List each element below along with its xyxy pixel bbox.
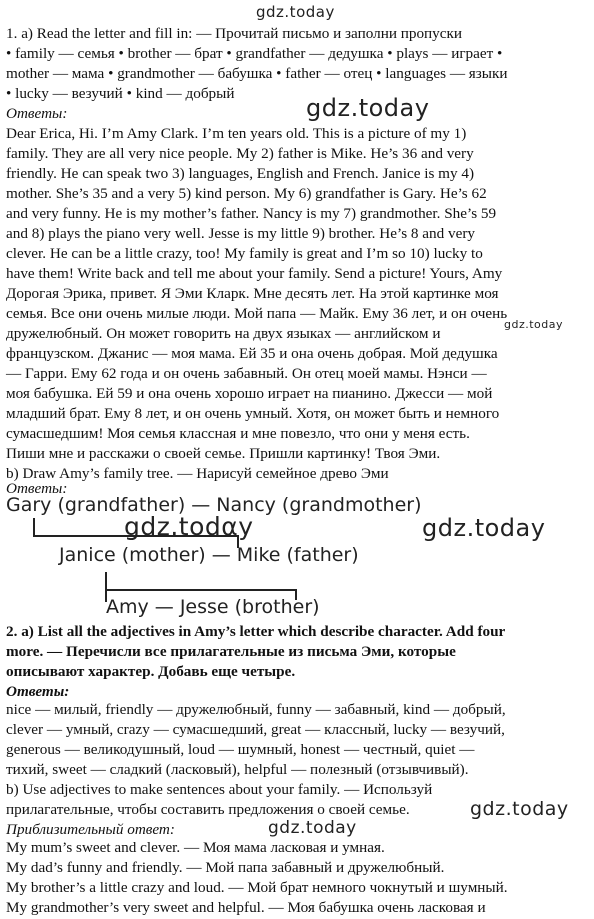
sentence-line: My mum’s sweet and clever. — Моя мама ласковая и умная. (6, 839, 385, 856)
vocab-line: • family — семья • brother — брат • grandfather — дедушка • plays — играет • (6, 45, 503, 62)
translation-line: Дорогая Эрика, привет. Я Эми Кларк. Мне десять лет. На этой картинке моя (6, 285, 499, 302)
letter-line: family. They are all very nice people. My 2) father is Mike. He’s 36 and very (6, 145, 474, 162)
watermark: gdz.today (268, 818, 357, 838)
letter-line: and very funny. He is my mother’s father. Nancy is my 7) grandmother. She’s 59 (6, 205, 497, 222)
tree-row-children: Amy — Jesse (brother) (106, 596, 320, 618)
letter-line: and 8) plays the piano very well. Jesse is my little 9) brother. He’s 8 and very (6, 225, 476, 242)
translation-line: — Гарри. Ему 62 года и он очень забавный. Он отец моей мамы. Нэнси — (6, 365, 487, 382)
sentence-line: My brother’s a little crazy and loud. — Мой брат немного чокнутый и шумный. (6, 879, 508, 896)
watermark: gdz.todαy (124, 512, 254, 541)
exercise-2a-heading: описывают характер. Добавь еще четыре. (6, 663, 296, 680)
translation-line: Пиши мне и расскажи о своей семье. Пришли картинку! Твоя Эми. (6, 445, 441, 462)
letter-line: Dear Erica, Hi. I’m Amy Clark. I’m ten years old. This is a picture of my 1) (6, 125, 467, 142)
sentence-line: My grandmother’s very sweet and helpful. — Моя бабушка очень ласковая и (6, 899, 486, 916)
translation-line: моя бабушка. Ей 59 и она очень хорошо играет на пианино. Джесси — мой (6, 385, 493, 402)
adjectives-line: clever — умный, crazy — сумасшедший, great — классный, lucky — везучий, (6, 721, 505, 738)
translation-line: французском. Джанис — моя мама. Ей 35 и она очень добрая. Мой дедушка (6, 345, 498, 362)
answers-label: Ответы: (6, 105, 68, 122)
watermark: gdz.today (504, 318, 564, 331)
translation-line: сумасшедшим! Моя семья классная и мне повезло, что они у меня есть. (6, 425, 470, 442)
watermark: gdz.today (470, 798, 569, 820)
translation-line: семья. Все они очень милые люди. Мой папа — Майк. Ему 36 лет, и он очень (6, 305, 508, 322)
letter-line: have them! Write back and tell me about your family. Send a picture! Yours, Amy (6, 265, 503, 282)
watermark: gdz.today (256, 3, 335, 21)
exercise-2a-heading: more. — Перечисли все прилагательные из письма Эми, которые (6, 643, 456, 660)
letter-line: friendly. He can speak two 3) languages, English and French. Janice is my 4) (6, 165, 475, 182)
exercise-1a-heading: 1. a) Read the letter and fill in: — Прочитай письмо и заполни пропуски (6, 25, 463, 42)
sample-answer-label: Приблизительный ответ: (6, 821, 175, 838)
watermark: gdz.today (306, 94, 430, 122)
watermark: gdz.today (422, 514, 546, 542)
answers-label: Ответы: (6, 480, 68, 497)
adjectives-line: nice — милый, friendly — дружелюбный, funny — забавный, kind — добрый, (6, 701, 506, 718)
translation-line: младший брат. Ему 8 лет, и он очень умный. Хотя, он может быть и немного (6, 405, 500, 422)
translation-line: дружелюбный. Он может говорить на двух языках — английском и (6, 325, 441, 342)
exercise-1b-heading: b) Draw Amy’s family tree. — Нарисуй семейное древо Эми (6, 465, 389, 482)
letter-line: mother. She’s 35 and a very 5) kind person. My 6) grandfather is Gary. He’s 62 (6, 185, 487, 202)
vocab-line: • lucky — везучий • kind — добрый (6, 85, 235, 102)
adjectives-line: generous — великодушный, loud — шумный, honest — честный, quiet — (6, 741, 475, 758)
exercise-2b-heading: b) Use adjectives to make sentences about your family. — Используй (6, 781, 433, 798)
letter-line: clever. He can be a little crazy, too! My family is great and I’m so 10) lucky to (6, 245, 483, 262)
answers-label: Ответы: (6, 683, 70, 700)
sentence-line: My dad’s funny and friendly. — Мой папа забавный и дружелюбный. (6, 859, 445, 876)
tree-row-parents: Janice (mother) — Mike (father) (59, 544, 359, 566)
exercise-2b-heading: прилагательные, чтобы составить предложения о своей семье. (6, 801, 410, 818)
exercise-2a-heading: 2. a) List all the adjectives in Amy’s letter which describe character. Add four (6, 623, 506, 640)
tree-row-grandparents: Gary (grandfather) — Nancy (grandmother) (6, 494, 422, 516)
adjectives-line: тихий, sweet — сладкий (ласковый), helpful — полезный (отзывчивый). (6, 761, 469, 778)
vocab-line: mother — мама • grandmother — бабушка • father — отец • languages — языки (6, 65, 508, 82)
